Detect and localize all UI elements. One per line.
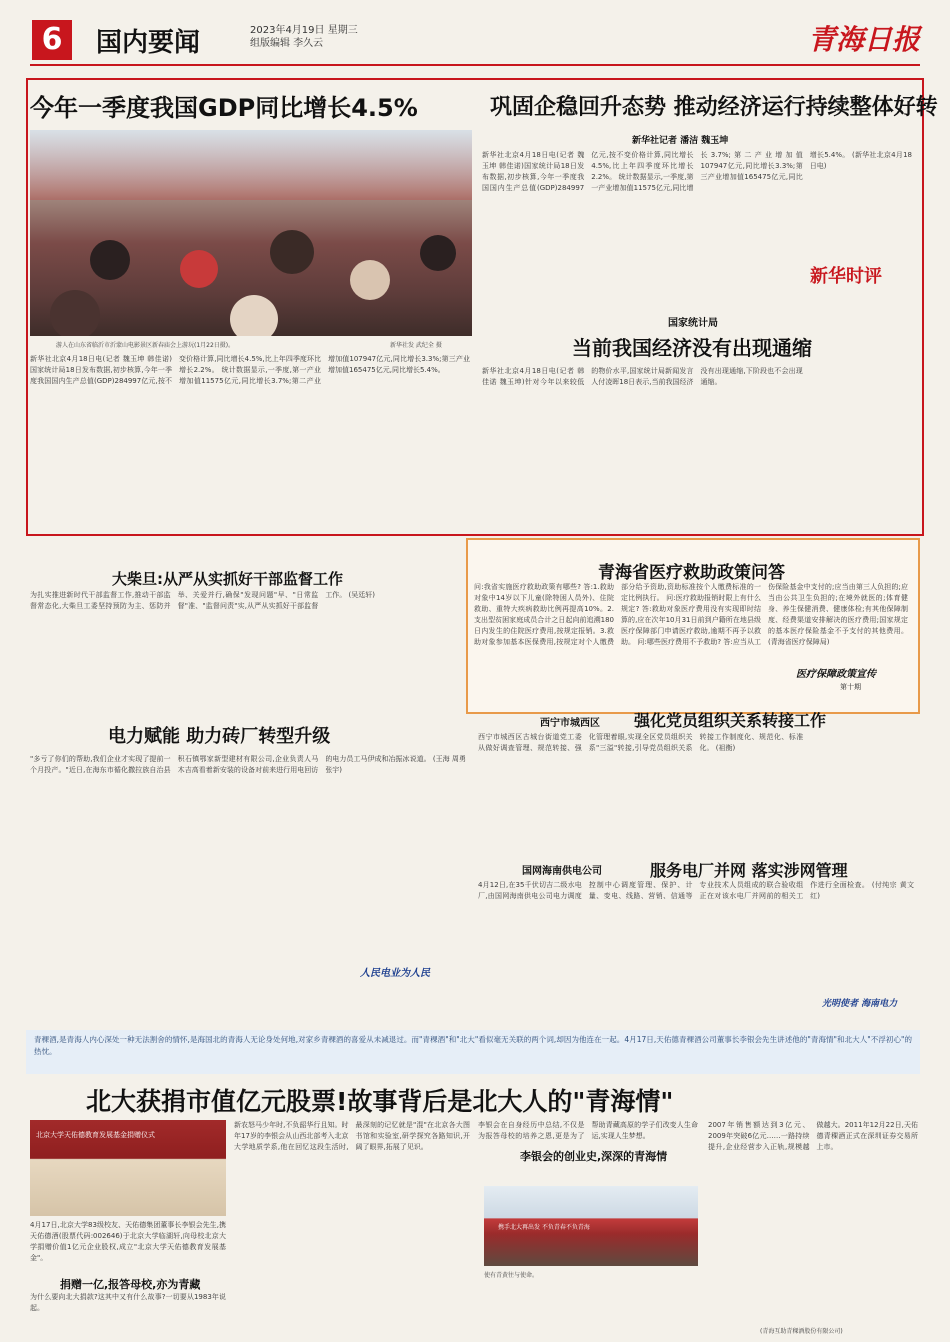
subhead-2: 李银会的创业史,深深的青海情 — [520, 1150, 668, 1163]
banner-quote: 青稞酒,是青海人内心深处一种无法割舍的情怀,是海国北的青海人无论身处何地,对家乡青稞酒的喜爱从未减退过。而"青稞酒"和"北大"看似毫无关联的两个词,却因为他连在一起。4月17日,天佑德青稞酒公司董事长李银会先生讲述他的"青海情"和北大人"不浮初心"的热忱。 — [34, 1035, 912, 1056]
gdp-story-body — [30, 354, 470, 530]
gdp-lead-2: 统计数据显示,一季度,第一产业增加值11575亿元,同比增长3.7%;第二产业增加值107947亿元,同比增长3.3%;第三产业增加值165475亿元,同比增长5.4%。 — [179, 355, 470, 385]
donation-photo — [30, 1120, 226, 1216]
newspaper-logo: 青海日报 — [807, 23, 920, 56]
grid-logo-text: 光明使者 海南电力 — [822, 999, 898, 1009]
xining-credit: (祖衡) — [715, 744, 736, 752]
left-story1-body — [30, 590, 466, 702]
sub-story-body — [482, 366, 912, 528]
group-photo-caption: 使有青黄往与使命。 — [484, 1272, 539, 1279]
grid-headline: 服务电厂并网 落实涉网管理 — [650, 861, 848, 880]
sub-story-kicker: 国家统计局 — [668, 318, 718, 329]
power-logo-text: 人民电业为人民 — [360, 968, 430, 979]
bottom-col2: 新农怒马少年时,不负韶华行且知。时年17岁的李银会从山西北部考入北京大学地质学系,他在回忆这段生活时,最深刻的记忆就是"混"在北京各大图书馆和实验室,研学探究各路知识,开阔了眼界,拓展了见识。 — [234, 1121, 470, 1151]
donation-banner: 北京大学天佑德教育发展基金捐赠仪式 — [36, 1131, 155, 1139]
sub-story-headline: 当前我国经济没有出现通缩 — [572, 336, 812, 360]
masthead-rule — [30, 64, 920, 66]
power-story-lead: "多亏了你们的帮助,我们企业才实现了提前一个月投产。"近日,在海东市循化撒拉族自治县积石镇鄂家新型建材有限公司,企业负责人马木吉高看着新安装的设备对前来进行用电回访的电力员工马伊成和冶振冰说道。 — [30, 755, 431, 774]
photo-credit: 新华社发 武纪全 摄 — [390, 342, 442, 349]
subhead-1-text: 为什么要向北大捐款?这其中又有什么故事?一切要从1983年说起。 — [30, 1293, 226, 1312]
subhead-1: 捐赠一亿,报答母校,亦为青藏 — [60, 1278, 201, 1291]
medical-q2: 问:医疗救助报销时限上有什么规定? — [621, 594, 762, 613]
left-story1-lead: 为扎实推进新时代干部监督工作,推动干部监督常态化,大柴旦工委坚持预防为主、惩防并举、关爱并行,确保"发现问题"早、"日常监督"准、"监督问责"实,从严从实抓好干部监督工作。 — [30, 591, 347, 610]
xining-kicker: 西宁市城西区 — [540, 718, 600, 729]
grid-credit: (付纯宗 黄文红) — [810, 881, 914, 900]
section-title: 国内要闻 — [96, 28, 201, 58]
gdp-lead: 新华社北京4月18日电(记者 魏玉坤 韩佳诺)国家统计局18日发布数据,初步核算,今年一季度我国国内生产总值(GDP)284997亿元,按不变价格计算,同比增长4.5%,比上年四季度环比增长2.2%。 — [30, 355, 321, 385]
bottom-col4: 2007年销售额达到3亿元、2009年突破6亿元……一路持续提升,企业经营步入正轨,规模越做越大。2011年12月22日,天佑德青稞酒正式在深圳证券交易所上市。 — [708, 1121, 918, 1151]
medical-credit: (青海省医疗保障局) — [768, 638, 830, 646]
xining-body — [478, 732, 914, 850]
dateline — [250, 24, 358, 50]
power-story-headline: 电力赋能 助力砖厂转型升级 — [108, 726, 331, 747]
xining-headline: 强化党员组织关系转接工作 — [634, 711, 827, 730]
left-story1-headline: 大柴旦:从严从实抓好干部监督工作 — [112, 570, 344, 588]
medical-series-no: 第十期 — [840, 683, 861, 691]
page-number: 6 — [32, 20, 72, 60]
grid-kicker: 国网海南供电公司 — [522, 866, 602, 877]
medical-a1: 答:1.救助对象中14岁以下儿童(除特困人员外)、住院救助、重特大疾病救助比例再提高10%。2.支出型贫困家庭成员合计之日起向前追溯180日内发生的住院医疗费用,按规定报销。3.救助对象参加基本医保费用,按规定对个人缴费部分给予资助,资助标准按个人缴费标准的一定比例执行。 — [474, 583, 761, 646]
medical-series: 医疗保障政策宣传 — [796, 669, 876, 680]
commentary-text: 新华社北京4月18日电(记者 魏玉坤 韩佳诺)国家统计局18日发布数据,初步核算,今年一季度我国国内生产总值(GDP)284997亿元,按不变价格计算,同比增长4.5%,比上年四季度环比增长2.2%。 — [482, 151, 694, 192]
photo-caption: 游人在山东省临沂市沂蒙山电影景区新春庙会上游玩(1月22日摄)。 — [56, 342, 235, 349]
commentary-end: (新华社北京4月18日电) — [809, 151, 912, 170]
bottom-col3: 李银会在自身经历中总结,不仅是为报答母校的培养之恩,更是为了帮助青藏高原的学子们改变人生命运,实现人生梦想。 — [478, 1121, 698, 1140]
date: 2023年4月19日 星期三 — [250, 25, 358, 36]
donation-caption: 4月17日,北京大学83级校友、天佑德集团董事长李银会先生,携天佑德酒(股票代码:002646)于北京大学临湖轩,向母校北京大学捐赠价值1亿元企业股权,成立"北京大学天佑德教育发展基金"。 — [30, 1221, 226, 1262]
medical-a2: 答:救助对象医疗费用没有实现即时结算的,应在次年10月31日前到户籍所在地县级医疗保障部门申请医疗救助,逾期不再予以救助。 — [621, 605, 762, 646]
group-photo — [484, 1186, 698, 1266]
medical-headline: 青海省医疗救助政策问答 — [598, 563, 785, 583]
grid-body — [478, 880, 914, 1000]
grid-lead: 4月12日,在35千伏切吉二级水电厂,由国网海南供电公司电力调度控制中心调度管理、保护、计量、变电、线路、营销、信通等专业技术人员组成的联合验收组正在对该水电厂并网前的相关工作进行全面检查。 — [478, 881, 870, 900]
crowd-photo — [30, 130, 472, 336]
editor: 组版编辑 李久云 — [250, 38, 324, 49]
byline: 新华社记者 潘洁 魏玉坤 — [632, 136, 729, 146]
masthead — [0, 0, 950, 66]
medical-q3: 问:哪些医疗费用不予救助? — [637, 638, 722, 646]
column-label: 新华时评 — [810, 266, 882, 287]
top-story-headline-right: 巩固企稳回升态势 推动经济运行持续整体好转 — [490, 95, 938, 120]
sub-story-lead: 新华社北京4月18日电(记者 韩佳诺 魏玉坤)针对今年以来较低的物价水平,国家统计局新闻发言人付凌晖18日表示,当前我国经济没有出现通缩,下阶段也不会出现通缩。 — [482, 367, 803, 386]
bottom-credit: (青海互助青稞酒股份有限公司) — [760, 1328, 843, 1335]
group-photo-banner: 携手北大再出发 不负青春不负青海 — [498, 1224, 590, 1231]
bottom-headline: 北大获捐市值亿元股票!故事背后是北大人的"青海情" — [86, 1087, 674, 1116]
top-story-headline-left: 今年一季度我国GDP同比增长4.5% — [30, 94, 418, 122]
medical-a3: 答:应当从工伤保险基金中支付的;应当由第三人负担的;应当由公共卫生负担的;在境外就医的;体育健身、养生保健消费、健康体检;有其他保障制度、经费渠道安排解决的医疗费用;国家规定的基本医疗保险基金不予支付的其他费用。 — [723, 583, 908, 646]
xining-lead: 西宁市城西区古城台街道党工委从做好调查管理、规范转接、强化管理着眼,实现全区党员组织关系"三溢"转接,引导党员组织关系转接工作制度化、规范化、标准化。 — [478, 733, 804, 752]
left-story1-credit: (吴廷轩) — [348, 591, 376, 599]
power-story-credit: (王海 周勇 张宇) — [325, 755, 466, 774]
medical-q1: 问:我省实施医疗救助政策有哪些? — [474, 583, 581, 591]
commentary-text-2: 统计数据显示,一季度,第一产业增加值11575亿元,同比增长3.7%;第二产业增加值107947亿元,同比增长3.3%;第三产业增加值165475亿元,同比增长5.4%。 — [591, 151, 850, 192]
